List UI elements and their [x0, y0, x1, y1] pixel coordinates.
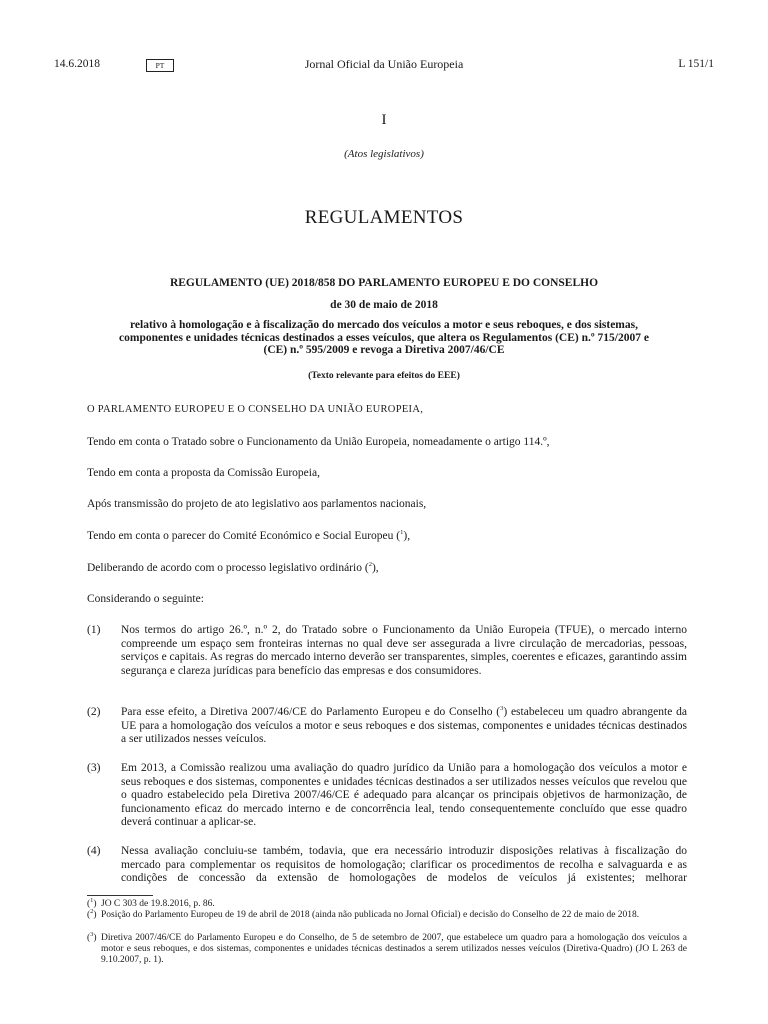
- preamble-procedure: Deliberando de acordo com o processo legislativo ordinário ($^2$),: [87, 561, 379, 574]
- footnote-ref-2[interactable]: 2: [368, 561, 372, 569]
- section-heading: REGULAMENTOS: [304, 207, 464, 228]
- footnote-mark: ($^1$): [87, 896, 97, 909]
- language-badge: PT: [146, 59, 174, 72]
- footnote-divider: [87, 895, 153, 896]
- recital-text: Nessa avaliação concluiu-se também, todavia, que era necessário introduzir disposições relativas à fiscalização do mercado para complementar os requisitos de homologação; clarificar os procedimentos de recolha e salvaguarda e as condições de concessão da extensão de homologações de modelos de veículos já existentes; melhorar: [121, 845, 687, 884]
- preamble-parliament: O PARLAMENTO EUROPEU E O CONSELHO DA UNIÃO EUROPEIA,: [87, 404, 424, 415]
- recital-4: [87, 845, 687, 885]
- journal-title: Jornal Oficial da União Europeia: [304, 57, 464, 71]
- footnote-ref-1[interactable]: 1: [400, 529, 404, 537]
- footnote-text: Posição do Parlamento Europeu de 19 de abril de 2018 (ainda não publicada no Jornal Oficial) e decisão do Conselho de 22 de maio de 2018.: [101, 910, 640, 920]
- preamble-proposal: Tendo em conta a proposta da Comissão Europeia,: [87, 467, 320, 479]
- page-reference: L 151/1: [678, 58, 714, 70]
- footnote-ref-3[interactable]: 3: [500, 705, 504, 713]
- footnote-mark: ($^3$): [87, 930, 97, 943]
- recital-2: [87, 706, 687, 746]
- preamble-opinion: Tendo em conta o parecer do Comité Económico e Social Europeu ($^1$),: [87, 529, 411, 542]
- recital-number: (3): [87, 762, 101, 774]
- preamble-considering: Considerando o seguinte:: [87, 593, 204, 605]
- footnote-text: Diretiva 2007/46/CE do Parlamento Europeu e do Conselho, de 5 de setembro de 2007, que estabelece um quadro para a homologação dos veículos a motor e seus reboques, e dos sistemas, componentes e unidades técnicas destinados a serem utilizados nesses veículos (Diretiva-Quadro) (JO L 263 de 9.10.2007, p. 1).: [101, 933, 687, 965]
- footnote-1: [87, 896, 687, 910]
- recital-number: (4): [87, 845, 101, 857]
- preamble-procedure-text: Deliberando de acordo com o processo legislativo ordinário: [87, 562, 362, 574]
- header-date: 14.6.2018: [54, 58, 100, 70]
- preamble-transmission: Após transmissão do projeto de ato legislativo aos parlamentos nacionais,: [87, 498, 427, 510]
- preamble-treaty: Tendo em conta o Tratado sobre o Funcionamento da União Europeia, nomeadamente o artigo 114.º,: [87, 436, 550, 448]
- footnote-mark: ($^2$): [87, 907, 97, 920]
- footnote-2: [87, 907, 687, 932]
- recital-text: Em 2013, a Comissão realizou uma avaliação do quadro jurídico da União para a homologação dos veículos a motor e seus reboques e dos sistemas, componentes e unidades técnicas destinados a ser utilizados nesses veículos que revelou que o quadro estabelecido pela Diretiva 2007/46/CE é adequado para alcançar os principais objetivos de harmonização, de funcionamento eficaz do mercado interno e de concorrência leal, tendo consequentemente concluído que esse quadro deverá continuar a aplicar-se.: [121, 762, 687, 828]
- recital-text: Nos termos do artigo 26.º, n.º 2, do Tratado sobre o Funcionamento da União Europeia (TFUE), o mercado interno compreende um espaço sem fronteiras internas no qual deve ser assegurada a livre circulação de mercadorias, pessoas, serviços e capitais. As regras do mercado interno deverão ser transparentes, simples, coerentes e eficazes, garantindo assim segurança e clareza jurídicas para benefício das empresas e dos consumidores.: [121, 624, 687, 677]
- regulation-date: de 30 de maio de 2018: [330, 299, 438, 311]
- section-number: I: [381, 112, 387, 128]
- preamble-opinion-text: Tendo em conta o parecer do Comité Económico e Social Europeu: [87, 530, 394, 542]
- recital-number: (1): [87, 624, 101, 636]
- recital-number: (2): [87, 706, 101, 718]
- regulation-subject: relativo à homologação e à fiscalização do mercado dos veículos a motor e seus reboques, e dos sistemas, componentes e unidades técnicas destinados a esses veículos, que altera os Regulamentos (CE) n.º 715/2007 e (CE) n.º 595/2009 e revoga a Diretiva 2007/46/CE: [119, 319, 649, 357]
- eee-relevance: (Texto relevante para efeitos do EEE): [308, 371, 460, 381]
- recital-1: [87, 624, 687, 690]
- footnote-text: JO C 303 de 19.8.2016, p. 86.: [101, 899, 215, 909]
- footnote-3: [87, 930, 687, 966]
- section-subtitle: (Atos legislativos): [344, 148, 424, 160]
- regulation-title: REGULAMENTO (UE) 2018/858 DO PARLAMENTO EUROPEU E DO CONSELHO: [169, 277, 599, 289]
- recital-text: Para esse efeito, a Diretiva 2007/46/CE do Parlamento Europeu e do Conselho ($^3$) estabeleceu um quadro abrangente da UE para a homologação dos veículos a motor e seus reboques e dos sistemas, componentes e unidades técnicas destinados a ser utilizados nesses veículos.: [121, 705, 687, 745]
- recital-3: [87, 762, 687, 828]
